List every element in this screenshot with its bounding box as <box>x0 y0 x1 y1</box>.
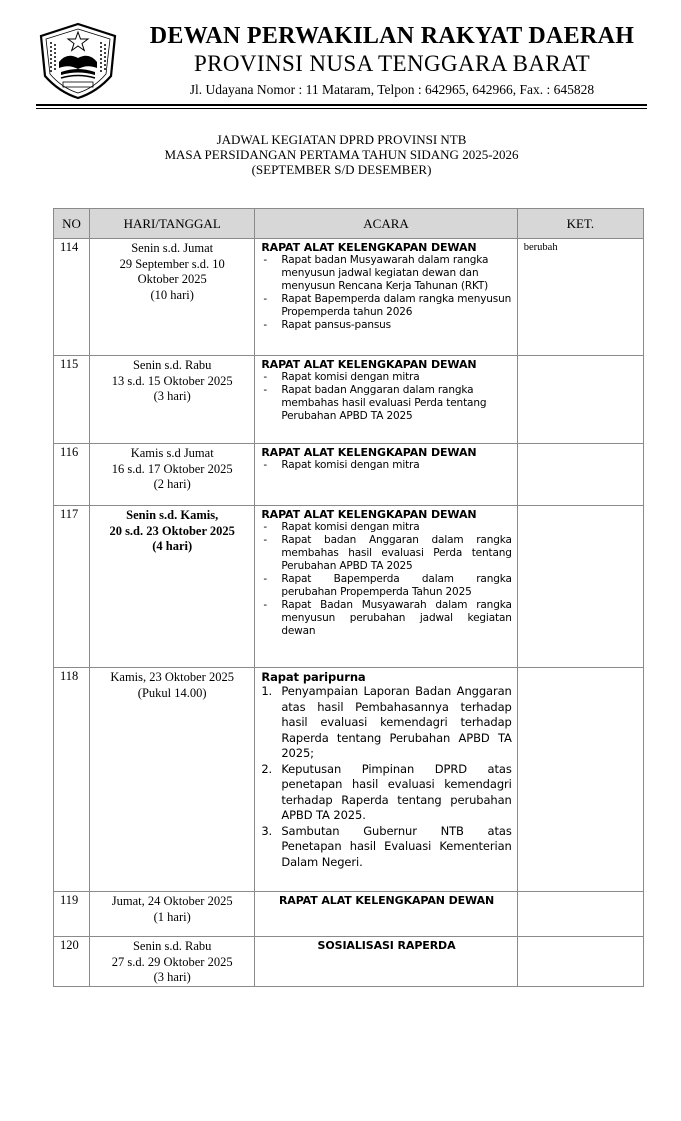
day-line: (Pukul 14.00) <box>137 685 207 700</box>
day-line: Jumat, 24 Oktober 2025 <box>111 894 233 908</box>
table-row <box>54 356 644 444</box>
letterhead <box>132 22 652 100</box>
title-line-3: (SEPTEMBER S/D DESEMBER) <box>251 162 432 177</box>
letterhead-province: PROVINSI NUSA TENGGARA BARAT <box>193 51 591 76</box>
row-no: 119 <box>54 892 90 937</box>
day-line: Kamis, 23 Oktober 2025 <box>110 670 234 684</box>
row-ket: berubah <box>517 239 643 356</box>
row-no: 115 <box>54 356 90 444</box>
row-no: 118 <box>54 668 90 892</box>
row-ket <box>517 444 643 506</box>
row-day <box>90 444 255 506</box>
header-ket: KET. <box>517 209 643 239</box>
day-line: 20 s.d. 23 Oktober 2025 <box>109 523 235 538</box>
day-line: 29 September s.d. 10 <box>119 256 225 271</box>
schedule-table <box>53 208 644 987</box>
day-line: Senin s.d. Kamis, <box>126 508 219 522</box>
row-acara <box>255 937 517 987</box>
letterhead-rule-thin <box>36 108 647 109</box>
row-ket <box>517 506 643 668</box>
table-row <box>54 668 644 892</box>
letterhead-institution: DEWAN PERWAKILAN RAKYAT DAERAH <box>149 23 635 49</box>
row-ket <box>517 892 643 937</box>
row-ket <box>517 668 643 892</box>
day-line: (3 hari) <box>153 389 191 403</box>
title-line-2: MASA PERSIDANGAN PERTAMA TAHUN SIDANG 2025-2026 <box>164 147 519 162</box>
row-ket <box>517 937 643 987</box>
document-title <box>36 132 647 177</box>
day-line: (2 hari) <box>153 477 191 491</box>
day-line: Senin s.d. Rabu <box>132 939 212 953</box>
header-no: NO <box>54 209 90 239</box>
acara-heading: RAPAT ALAT KELENGKAPAN DEWAN <box>261 358 477 371</box>
row-acara <box>255 356 517 444</box>
acara-item: - Rapat Badan Musyawarah dalam rangka menyusun perubahan jadwal kegiatan dewan <box>263 599 512 637</box>
acara-item: - Rapat pansus-pansus <box>263 319 392 331</box>
row-day <box>90 892 255 937</box>
acara-item: - Rapat komisi dengan mitra <box>263 459 420 471</box>
row-ket <box>517 356 643 444</box>
acara-item: - Rapat komisi dengan mitra <box>263 371 420 383</box>
row-no: 120 <box>54 937 90 987</box>
row-acara <box>255 444 517 506</box>
day-line: 13 s.d. 15 Oktober 2025 <box>111 373 233 388</box>
acara-numbered-item: 3. Sambutan Gubernur NTB atas Penetapan hasil Evaluasi Kementerian Dalam Negeri. <box>261 823 512 869</box>
row-acara <box>255 668 517 892</box>
day-line: 27 s.d. 29 Oktober 2025 <box>111 954 233 969</box>
acara-item: - Rapat Bapemperda dalam rangka menyusun Propemperda tahun 2026 <box>263 293 512 318</box>
acara-numbered-item: 1. Penyampaian Laporan Badan Anggaran atas hasil Pembahasannya terhadap hasil evaluasi kemendagri terhadap Raperda tentang Perubahan APBD TA 2025; <box>261 684 512 760</box>
acara-heading: RAPAT ALAT KELENGKAPAN DEWAN <box>261 241 477 254</box>
row-no: 116 <box>54 444 90 506</box>
day-line: (10 hari) <box>150 287 194 302</box>
row-day <box>90 356 255 444</box>
acara-item: - Rapat badan Musyawarah dalam rangka menyusun jadwal kegiatan dewan dan menyusun Rencana Kerja Tahunan (RKT) <box>263 254 489 292</box>
title-line-1: JADWAL KEGIATAN DPRD PROVINSI NTB <box>216 132 467 147</box>
row-day <box>90 506 255 668</box>
table-row <box>54 937 644 987</box>
acara-item: - Rapat badan Anggaran dalam rangka membahas hasil evaluasi Perda tentang Perubahan APBD TA 2025 <box>263 384 487 422</box>
acara-heading: SOSIALISASI RAPERDA <box>317 939 456 952</box>
day-line: 16 s.d. 17 Oktober 2025 <box>111 461 233 476</box>
row-acara <box>255 892 517 937</box>
row-day <box>90 668 255 892</box>
acara-heading: RAPAT ALAT KELENGKAPAN DEWAN <box>278 894 495 907</box>
day-line: Oktober 2025 <box>137 272 207 286</box>
row-no: 117 <box>54 506 90 668</box>
day-line: Kamis s.d Jumat <box>130 446 214 460</box>
acara-heading: RAPAT ALAT KELENGKAPAN DEWAN <box>261 446 477 459</box>
row-acara <box>255 239 517 356</box>
row-acara <box>255 506 517 668</box>
letterhead-address: Jl. Udayana Nomor : 11 Mataram, Telpon : 642965, 642966, Fax. : 645828 <box>189 82 595 97</box>
acara-item: - Rapat badan Anggaran dalam rangka membahas hasil evaluasi Perda tentang Perubahan APBD TA 2025 <box>263 534 512 572</box>
row-day <box>90 937 255 987</box>
row-day <box>90 239 255 356</box>
day-line: (3 hari) <box>153 970 191 984</box>
acara-heading: Rapat paripurna <box>261 670 366 684</box>
day-line: (4 hari) <box>152 539 193 553</box>
letterhead-rule-thick <box>36 104 647 106</box>
table-row <box>54 239 644 356</box>
day-line: (1 hari) <box>153 909 191 924</box>
acara-heading: RAPAT ALAT KELENGKAPAN DEWAN <box>261 508 477 521</box>
table-row <box>54 892 644 937</box>
province-seal-logo <box>37 22 119 100</box>
acara-numbered-item: 2. Keputusan Pimpinan DPRD atas penetapan hasil evaluasi kemendagri terhadap Raperda tentang perubahan APBD TA 2025. <box>261 761 512 822</box>
table-row <box>54 444 644 506</box>
acara-item: - Rapat Bapemperda dalam rangka perubahan Propemperda Tahun 2025 <box>263 573 512 598</box>
header-acara: ACARA <box>255 209 517 239</box>
header-day: HARI/TANGGAL <box>90 209 255 239</box>
acara-item: - Rapat komisi dengan mitra <box>263 521 420 533</box>
day-line: Senin s.d. Jumat <box>131 241 214 255</box>
row-no: 114 <box>54 239 90 356</box>
day-line: Senin s.d. Rabu <box>132 358 212 372</box>
table-row <box>54 506 644 668</box>
table-header-row <box>54 209 644 239</box>
